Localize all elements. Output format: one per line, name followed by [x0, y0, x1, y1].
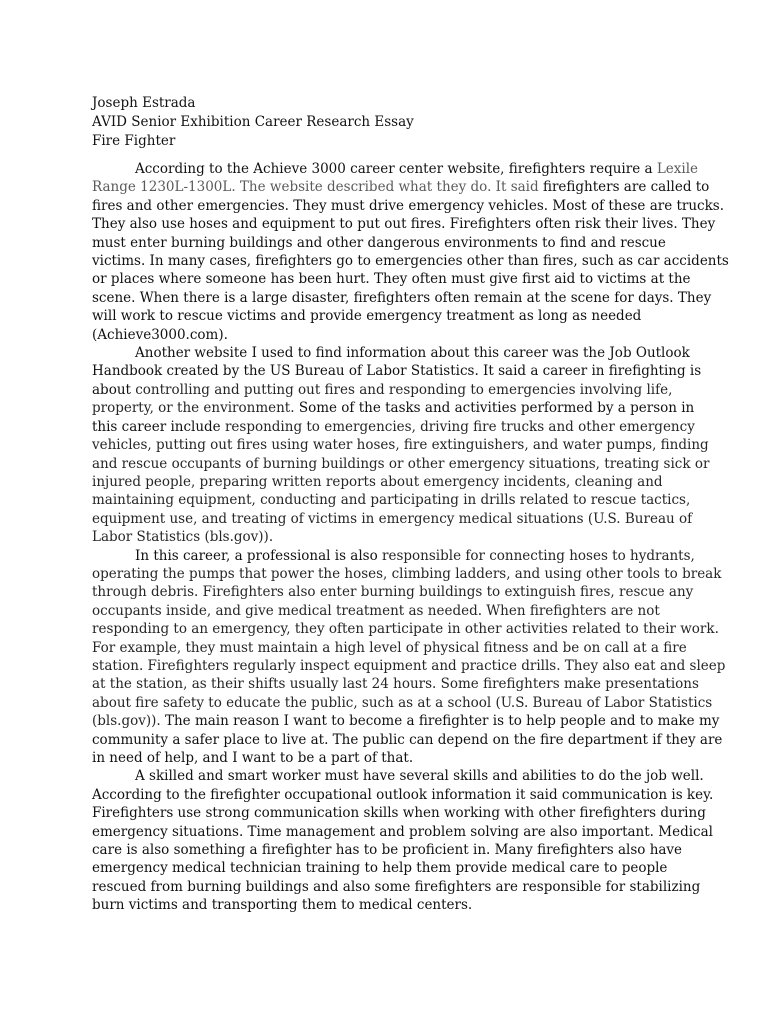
author-name: Joseph Estrada — [92, 95, 196, 111]
text-run: equipment use, and treating of victims in emergency medical situations (U.S. Bureau of — [92, 510, 693, 527]
text-line — [92, 602, 698, 620]
text-line — [92, 841, 698, 859]
text-line — [92, 620, 719, 638]
text-run: this career include — [92, 418, 225, 435]
text-line — [92, 362, 702, 380]
text-run: about fire safety to educate the public, such as at a school (U.S. Bureau of Labor Statistics — [92, 694, 713, 711]
text-line — [92, 178, 710, 196]
text-line — [92, 749, 698, 767]
text-line — [92, 823, 713, 841]
text-line — [92, 234, 698, 252]
text-line — [92, 289, 712, 307]
text-run: According to the firefighter occupational outlook information it said communication is key. — [92, 786, 714, 803]
text-line — [92, 786, 714, 804]
text-run: (bls.gov)). — [92, 713, 165, 730]
text-run: Labor Statistics (bls.gov)). — [92, 529, 274, 546]
text-line — [92, 731, 723, 749]
text-line — [92, 896, 698, 914]
text-run: rescued from burning buildings and also some firefighters are responsible for stabilizing — [92, 878, 701, 895]
text-line — [92, 252, 729, 270]
text-line — [92, 878, 701, 896]
text-run: Some of the tasks and activities performed by a person in — [298, 400, 695, 417]
text-run: community a safer place to live at. The public can depend on the fire department if they are — [92, 731, 723, 748]
text-run: at the station, as their shifts usually last 24 hours. Some firefighters make presentations — [92, 676, 699, 693]
essay-body — [92, 160, 729, 915]
text-line — [92, 399, 698, 417]
text-run: injured people, preparing written reports about emergency incidents, cleaning and — [92, 473, 663, 490]
text-run: In this career, a professional is also — [135, 547, 383, 564]
text-run: For example, they must maintain a high level of physical fitness and be on call at a fire — [92, 639, 687, 656]
text-line — [92, 473, 698, 491]
text-line — [92, 436, 709, 454]
text-run: responding to emergencies, driving fire trucks and other emergency — [224, 418, 695, 435]
paragraph-3 — [92, 547, 726, 768]
text-run: must enter burning buildings and other dangerous environments to find and rescue — [92, 234, 666, 251]
text-run: Range 1230L-1300L. The website described what they do. It said — [92, 179, 543, 196]
text-line — [92, 583, 698, 601]
text-line — [92, 491, 698, 509]
text-run: about — [92, 381, 136, 398]
text-run: station. Firefighters regularly inspect equipment and practice drills. They also eat and sleep — [92, 657, 726, 674]
text-line — [92, 326, 698, 344]
text-line — [92, 675, 698, 693]
text-run: responsible for connecting hoses to hydrants, — [382, 547, 695, 564]
text-run: Firefighters use strong communication skills when working with other firefighters during — [92, 805, 706, 822]
text-run: Another website I used to find information about this career was the Job Outlook — [135, 345, 690, 362]
text-line — [92, 804, 706, 822]
text-line — [92, 418, 698, 436]
text-line — [92, 565, 722, 583]
text-line — [92, 712, 720, 730]
text-line — [92, 510, 698, 528]
text-run: They also use hoses and equipment to put out fires. Firefighters often risk their lives. They — [92, 216, 716, 233]
paragraph-2 — [92, 344, 710, 546]
paragraph-1 — [92, 160, 729, 344]
text-run: firefighters are called to — [542, 179, 710, 196]
text-run: Lexile — [656, 161, 699, 177]
text-run: fires and other emergencies. They must drive emergency vehicles. Most of these are trucks. — [92, 197, 725, 214]
text-run: scene. When there is a large disaster, firefighters often remain at the scene for days. They — [92, 289, 712, 306]
text-run: controlling and putting out fires and responding to emergencies involving life, — [135, 381, 673, 398]
course-title: AVID Senior Exhibition Career Research Essay — [92, 114, 414, 130]
text-line — [92, 160, 698, 178]
text-run: will work to rescue victims and provide emergency treatment as long as needed — [92, 308, 642, 325]
text-line — [92, 197, 725, 215]
text-line — [92, 270, 698, 288]
text-line — [92, 639, 698, 657]
essay-topic: Fire Fighter — [92, 133, 176, 149]
text-line — [92, 859, 698, 877]
text-run: care is also something a firefighter has to be proficient in. Many firefighters also have — [92, 842, 683, 859]
text-line — [92, 547, 698, 565]
text-run: in need of help, and I want to be a part of that. — [92, 750, 414, 766]
text-line — [92, 657, 726, 675]
text-line — [92, 767, 704, 785]
text-run: operating the pumps that power the hoses, climbing ladders, and using other tools to break — [92, 565, 722, 582]
text-run: victims. In many cases, firefighters go to emergencies other than fires, such as car accidents — [92, 253, 729, 270]
text-line — [92, 215, 716, 233]
text-run: property, or the environment. — [92, 400, 299, 417]
paragraph-4 — [92, 767, 714, 914]
text-run: through debris. Firefighters also enter burning buildings to extinguish fires, rescue any — [92, 584, 694, 601]
text-line — [92, 381, 698, 399]
text-run: A skilled and smart worker must have several skills and abilities to do the job well. — [135, 768, 704, 785]
text-run: emergency situations. Time management and problem solving are also important. Medical — [92, 823, 713, 840]
text-run: responding to an emergency, they often participate in other activities related to their work. — [92, 621, 719, 638]
text-line — [92, 694, 713, 712]
text-line — [92, 455, 710, 473]
text-run: vehicles, putting out fires using water hoses, fire extinguishers, and water pumps, finding — [92, 437, 709, 454]
text-run: The main reason I want to become a firefighter is to help people and to make my — [164, 713, 720, 730]
text-run: Handbook created by the US Bureau of Labor Statistics. It said a career in firefighting is — [92, 363, 702, 380]
text-run: (Achieve3000.com). — [92, 326, 228, 343]
text-line — [92, 344, 698, 362]
text-run: maintaining equipment, conducting and participating in drills related to rescue tactics, — [92, 492, 691, 509]
text-run: emergency medical technician training to help them provide medical care to people — [92, 860, 668, 877]
text-line — [92, 528, 698, 546]
text-line — [92, 307, 698, 325]
text-run: burn victims and transporting them to medical centers. — [92, 897, 473, 914]
text-run: and rescue occupants of burning buildings or other emergency situations, treating sick or — [92, 455, 710, 472]
text-run: or places where someone has been hurt. They often must give first aid to victims at the — [92, 271, 691, 288]
text-run: According to the Achieve 3000 career center website, firefighters require a — [135, 161, 657, 177]
text-run: occupants inside, and give medical treatment as needed. When firefighters are not — [92, 602, 660, 619]
